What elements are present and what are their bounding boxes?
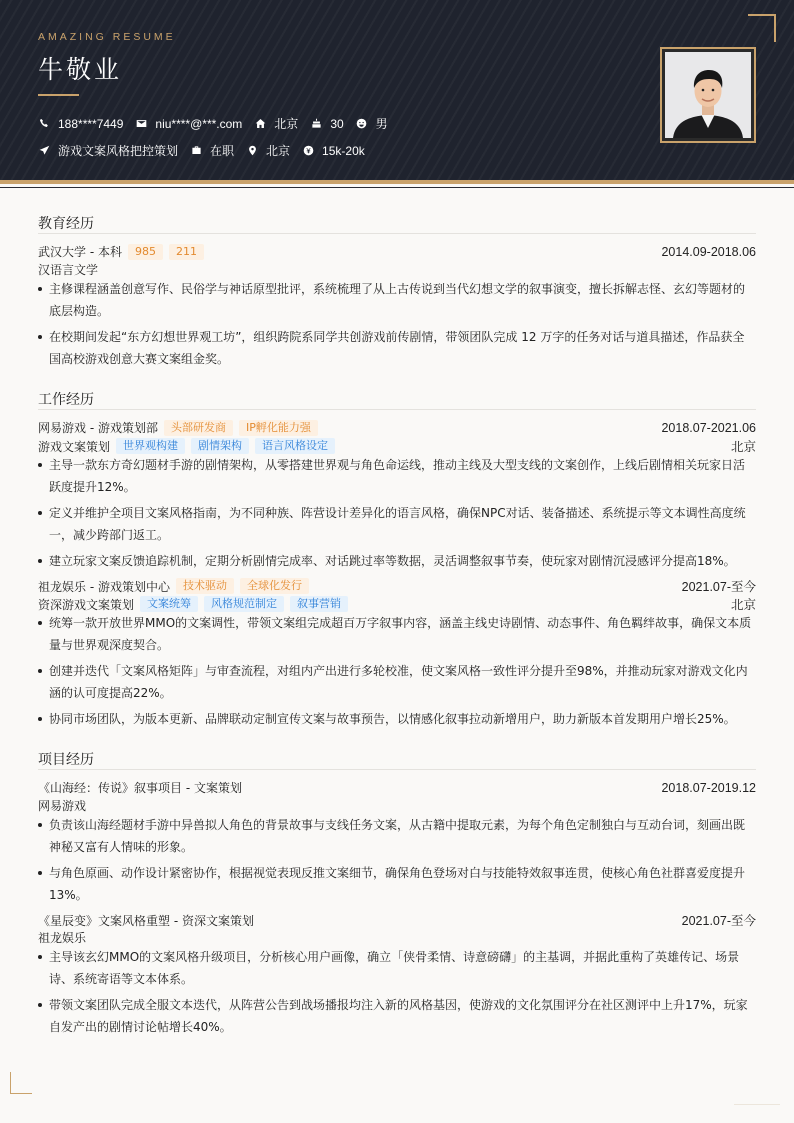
role-name: 资深游戏文案策划 — [38, 597, 135, 612]
phone-icon — [38, 118, 50, 130]
company-tag: IP孵化能力强 — [239, 420, 318, 436]
cake-icon — [310, 118, 322, 130]
target-role-item — [38, 142, 178, 159]
portrait-illustration — [665, 52, 751, 138]
gender-value: 男 — [375, 117, 388, 131]
education-entry-header — [38, 243, 756, 260]
role-tag: 语言风格设定 — [255, 438, 335, 454]
project-date: 2018.07-2019.12 — [661, 780, 756, 795]
work-date: 2018.07-2021.06 — [661, 420, 756, 435]
work-role-row — [38, 595, 756, 613]
work-bullet: 建立玩家文案反馈追踪机制，定期分析剧情完成率、对话跳过率等数据，灵活调整叙事节奏，使玩家对剧情沉浸感评分提高18%。 — [38, 550, 756, 572]
role-tag: 文案统筹 — [140, 596, 198, 612]
work-section-title: 工作经历 — [38, 392, 94, 408]
gender-item — [356, 115, 388, 132]
work-bullet: 创建并迭代「文案风格矩阵」与审查流程，对组内产出进行多轮校准，使文案风格一致性评分提升至98%，并推动玩家对游戏文化内涵的认可度提高22%。 — [38, 660, 756, 704]
work-role-row — [38, 437, 756, 455]
education-bullet: 在校期间发起“东方幻想世界观工坊”，组织跨院系同学共创游戏前传剧情，带领团队完成 12 万字的任务对话与道具描述，作品获全国高校游戏创意大赛文案组金奖。 — [38, 326, 756, 370]
corner-ornament-bottom-right — [734, 1104, 780, 1105]
project-date: 2021.07-至今 — [681, 914, 756, 928]
work-bullet: 协同市场团队，为版本更新、品牌联动定制宣传文案与故事预告，以情感化叙事拉动新增用户，助力新版本首发期用户增长25%。 — [38, 708, 756, 730]
project-org: 祖龙娱乐 — [38, 931, 87, 945]
money-icon — [302, 145, 314, 157]
project-entry-header — [38, 779, 756, 796]
role-tag: 叙事营销 — [290, 596, 348, 612]
face-icon — [356, 118, 368, 130]
role-tag: 剧情架构 — [191, 438, 249, 454]
contact-row — [38, 115, 400, 132]
corner-ornament-bottom-left — [10, 1072, 32, 1094]
school-tag: 985 — [128, 244, 163, 260]
target-role-value: 游戏文案风格把控策划 — [58, 144, 179, 158]
work-entry-header — [38, 577, 756, 595]
project-bullet: 主导该玄幻MMO的文案风格升级项目，分析核心用户画像，确立「侠骨柔情、诗意磅礴」的主基调，并据此重构了英雄传记、场景诗、系统寄语等文本体系。 — [38, 946, 756, 990]
email-value: niu****@***.com — [155, 116, 243, 131]
age-item — [310, 117, 343, 131]
role-tag: 风格规范制定 — [204, 596, 284, 612]
project-section-rule — [38, 769, 756, 770]
salary-value: 15k-20k — [322, 143, 365, 158]
education-date: 2014.09-2018.06 — [661, 244, 756, 259]
location-pin-icon — [246, 145, 258, 157]
project-entry-header — [38, 911, 756, 929]
corner-ornament-top-right — [748, 14, 776, 42]
major-name: 汉语言文学 — [38, 263, 99, 277]
project-bullet: 带领文案团队完成全服文本迭代，从阵营公告到战场播报均注入新的风格基因，使游戏的文化氛围评分在社区测评中上升17%，玩家自发产出的剧情讨论帖增长40%。 — [38, 994, 756, 1038]
company-tag: 头部研发商 — [164, 420, 233, 436]
work-entry-header — [38, 419, 756, 436]
profile-photo — [665, 52, 751, 138]
project-org-row — [38, 929, 756, 946]
education-major-row — [38, 261, 756, 278]
school-tag: 211 — [169, 244, 204, 260]
project-name: 《山海经：传说》叙事项目 - 文案策划 — [38, 781, 242, 795]
profile-photo-frame — [660, 47, 756, 143]
role-tag: 世界观构建 — [116, 438, 185, 454]
work-bullet: 主导一款东方奇幻题材手游的剧情架构，从零搭建世界观与角色命运线，推动主线及大型支线的文案创作，上线后剧情相关玩家日活跃度提升12%。 — [38, 454, 756, 498]
home-icon — [254, 118, 266, 130]
project-bullet: 负责该山海经题材手游中异兽拟人角色的背景故事与支线任务文案，从古籍中提取元素，为每个角色定制独白与互动台词，刻画出既神秘又富有人情味的形象。 — [38, 814, 756, 858]
company-name: 祖龙娱乐 - 游戏策划中心 — [38, 579, 170, 594]
project-name: 《星辰变》文案风格重塑 - 资深文案策划 — [38, 913, 254, 928]
role-name: 游戏文案策划 — [38, 439, 111, 454]
salary-item — [302, 144, 365, 158]
name-underline — [38, 94, 79, 96]
briefcase-icon — [190, 145, 202, 157]
city-value: 北京 — [274, 117, 299, 131]
education-bullet: 主修课程涵盖创意写作、民俗学与神话原型批评，系统梳理了从上古传说到当代幻想文学的叙事演变，擅长拆解志怪、玄幻等题材的底层构造。 — [38, 278, 756, 322]
resume-tagline: AMAZING RESUME — [38, 31, 176, 43]
city-item — [254, 115, 298, 132]
mail-icon — [135, 118, 147, 130]
work-bullet: 统筹一款开放世界MMO的文案调性，带领文案组完成超百万字叙事内容，涵盖主线史诗剧情、动态事件、角色羁绊故事，确保文本质量与世界观深度契合。 — [38, 612, 756, 656]
age-value: 30 — [330, 116, 344, 131]
status-value: 在职 — [210, 144, 235, 158]
education-section-rule — [38, 233, 756, 234]
education-section-title: 教育经历 — [38, 216, 94, 232]
project-org: 网易游戏 — [38, 799, 87, 813]
project-bullet: 与角色原画、动作设计紧密协作，根据视觉表现反推文案细节，确保角色登场对白与技能特效叙事连贯，使核心角色社群喜爱度提升13%。 — [38, 862, 756, 906]
phone-value: 188****7449 — [58, 116, 124, 131]
company-name: 网易游戏 - 游戏策划部 — [38, 421, 158, 435]
phone-item — [38, 117, 123, 131]
target-city-item — [246, 142, 290, 159]
work-section-rule — [38, 409, 756, 410]
school-name: 武汉大学 - 本科 — [38, 245, 122, 259]
project-org-row — [38, 797, 756, 814]
company-tag: 技术驱动 — [176, 578, 234, 594]
work-location: 北京 — [730, 598, 756, 612]
work-date: 2021.07-至今 — [681, 580, 756, 594]
job-intent-row — [38, 142, 377, 159]
header-divider — [0, 187, 794, 188]
status-item — [190, 142, 234, 159]
work-location: 北京 — [730, 440, 756, 454]
target-city-value: 北京 — [266, 144, 291, 158]
company-tag: 全球化发行 — [240, 578, 309, 594]
email-item — [135, 117, 242, 131]
candidate-name: 牛敬业 — [38, 55, 123, 84]
send-icon — [38, 145, 50, 157]
work-bullet: 定义并维护全项目文案风格指南，为不同种族、阵营设计差异化的语言风格，确保NPC对话、装备描述、系统提示等文本调性高度统一，减少跨部门返工。 — [38, 502, 756, 546]
project-section-title: 项目经历 — [38, 752, 94, 768]
